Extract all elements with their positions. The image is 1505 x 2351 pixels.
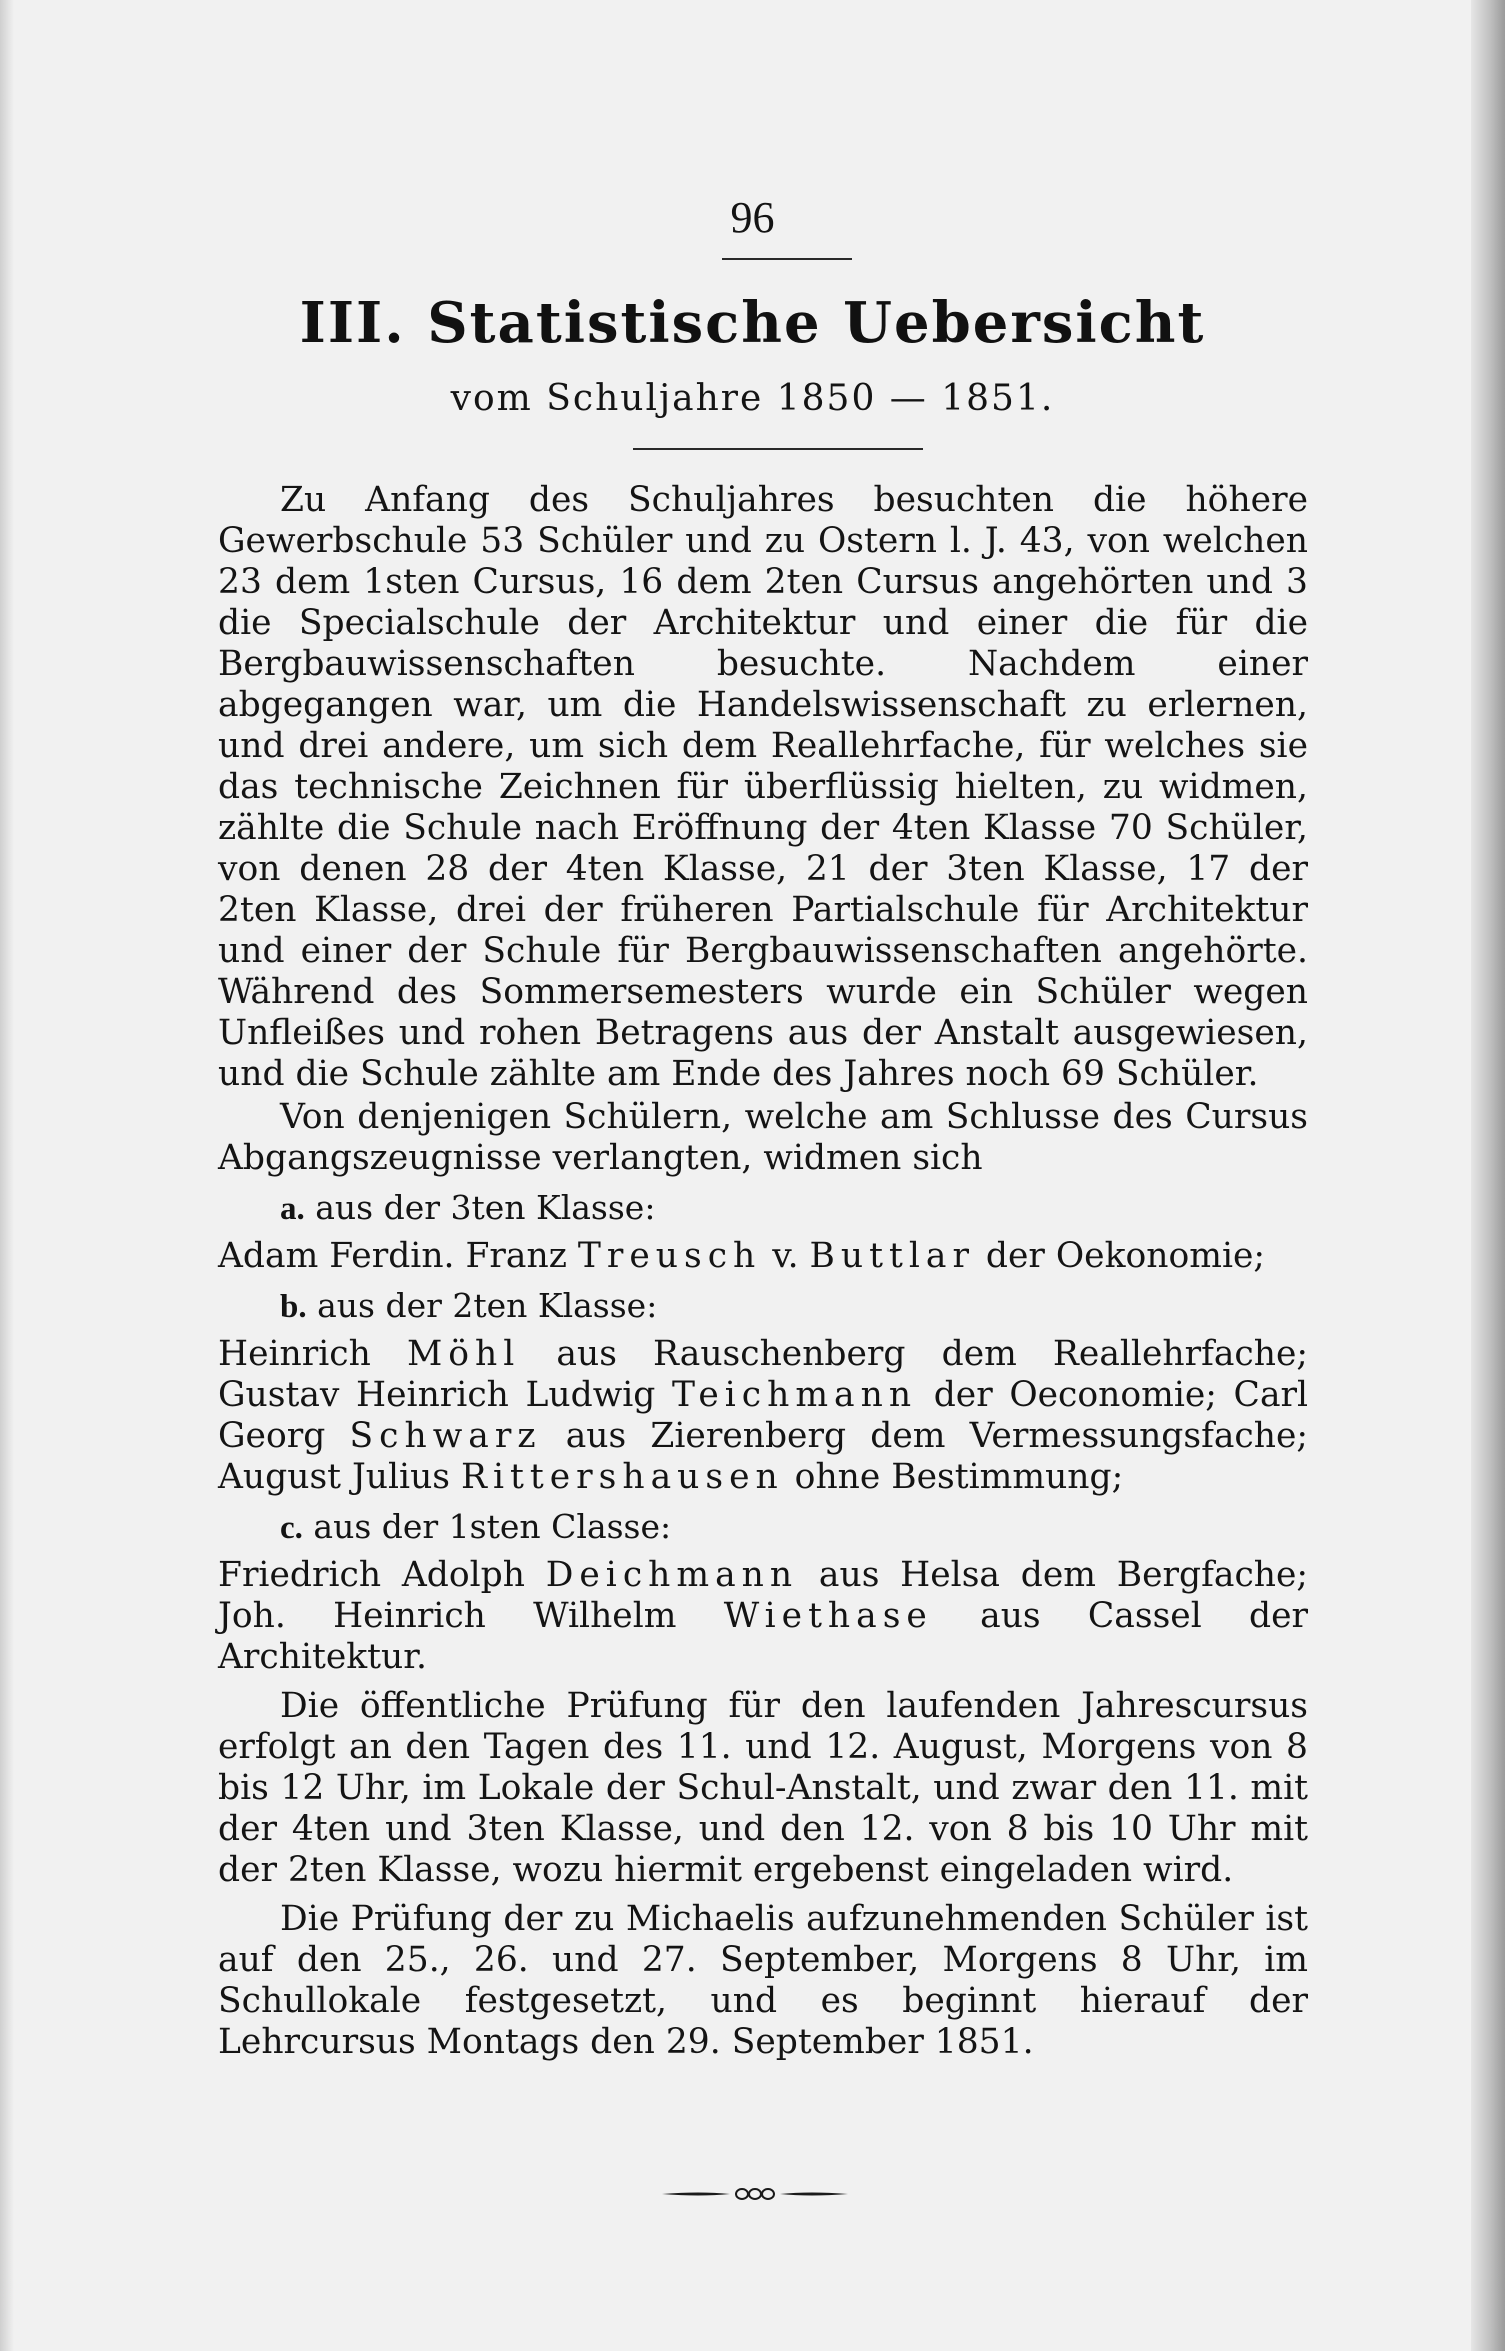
entry-surname: Rittershausen	[461, 1457, 784, 1497]
paragraph-enrollment: Zu Anfang des Schuljahres besuchten die höhere Gewerbschule 53 Schüler und zu Ostern l. J. 43, von welchen 23 dem 1sten Cursus, 16 dem 2ten Cursus angehörten und 3 die Specialschule der Architektur und einer die für die Bergbauwissenschaften besuchte. Nachdem einer abgegangen war, um die Handelswissenschaft zu erlernen, und drei andere, um sich dem Reallehrfache, für welches sie das technische Zeichnen für überflüssig hielten, zu widmen, zählte die Schule nach Eröffnung der 4ten Klasse 70 Schüler, von denen 28 der 4ten Klasse, 21 der 3ten Klasse, 17 der 2ten Klasse, drei der früheren Partialschule für Architektur und einer der Schule für Bergbauwissenschaften angehörte. Während des Sommersemesters wurde ein Schüler wegen Unfleißes und rohen Betragens aus der Anstalt ausgewiesen, und die Schule zählte am Ende des Jahres noch 69 Schüler.	[218, 480, 1308, 1094]
entry-surname: Teichmann	[672, 1375, 918, 1415]
entry-surname: Schwarz	[349, 1416, 542, 1456]
entry-surname: Möhl	[406, 1334, 521, 1374]
entry-destination: aus Zierenberg dem Vermessungsfache;	[565, 1416, 1309, 1456]
paragraph-graduates-intro: Von denjenigen Schülern, welche am Schlusse des Cursus Abgangszeugnisse verlangten, widmen sich	[218, 1097, 1308, 1178]
paragraph-public-exam: Die öffentliche Prüfung für den laufenden Jahrescursus erfolgt an den Tagen des 11. und 12. August, Morgens von 8 bis 12 Uhr, im Lokale der Schul-Anstalt, und zwar den 11. mit der 4ten und 3ten Klasse, und den 12. von 8 bis 10 Uhr mit der 2ten Klasse, wozu hiermit ergebenst eingeladen wird.	[218, 1686, 1308, 1890]
closing-ornament	[660, 2184, 850, 2204]
section-c-title: aus der 1sten Classe:	[313, 1507, 672, 1546]
section-title: III. Statistische Uebersicht	[299, 290, 1206, 356]
entry-destination: ohne Bestimmung;	[794, 1457, 1124, 1497]
entry-destination: aus Cassel der Architektur.	[218, 1596, 1309, 1677]
section-c-marker: c.	[280, 1510, 303, 1546]
body-text	[218, 480, 1308, 2063]
section-a-label	[218, 1187, 1308, 1230]
section-c-label	[218, 1506, 1308, 1549]
section-a-title: aus der 3ten Klasse:	[315, 1188, 656, 1227]
entry-destination: der Oekonomie;	[985, 1236, 1266, 1276]
entry-given-names: Gustav Heinrich Ludwig	[218, 1375, 656, 1415]
section-b-title: aus der 2ten Klasse:	[317, 1286, 658, 1325]
section-a-marker: a.	[280, 1191, 305, 1227]
entry-given-names: Carl Georg	[218, 1375, 1309, 1456]
entry-surname: Wiethase	[723, 1596, 933, 1636]
section-b-entries	[218, 1334, 1308, 1498]
entry-surname: Buttlar	[809, 1236, 975, 1276]
section-a-entries	[218, 1236, 1308, 1277]
entry-surname: Deichmann	[545, 1555, 799, 1595]
page-number-rule	[722, 258, 852, 260]
section-b-label	[218, 1285, 1308, 1328]
entry-destination: der Oeconomie;	[933, 1375, 1217, 1415]
entry-surname: Treusch	[577, 1236, 762, 1276]
entry-given-names: Adam Ferdin. Franz	[218, 1236, 567, 1276]
paragraph-admission-exam: Die Prüfung der zu Michaelis aufzunehmenden Schüler ist auf den 25., 26. und 27. September, Morgens 8 Uhr, im Schullokale festgesetzt, und es beginnt hierauf der Lehrcursus Montags den 29. September 1851.	[218, 1899, 1308, 2062]
section-subtitle: vom Schuljahre 1850 — 1851.	[450, 378, 1055, 419]
entry-destination: aus Rauschenberg dem Reallehrfache;	[556, 1334, 1309, 1374]
entry-destination: aus Helsa dem Bergfache;	[818, 1555, 1309, 1595]
section-b-marker: b.	[280, 1289, 307, 1325]
entry-given-names: Heinrich	[218, 1334, 371, 1374]
title-rule	[633, 448, 923, 450]
entry-particle: v.	[772, 1236, 799, 1276]
entry-given-names: August Julius	[218, 1457, 451, 1497]
section-c-entries	[218, 1555, 1308, 1678]
page-number: 96	[730, 193, 775, 242]
entry-given-names: Joh. Heinrich Wilhelm	[218, 1596, 677, 1636]
entry-given-names: Friedrich Adolph	[218, 1555, 525, 1595]
